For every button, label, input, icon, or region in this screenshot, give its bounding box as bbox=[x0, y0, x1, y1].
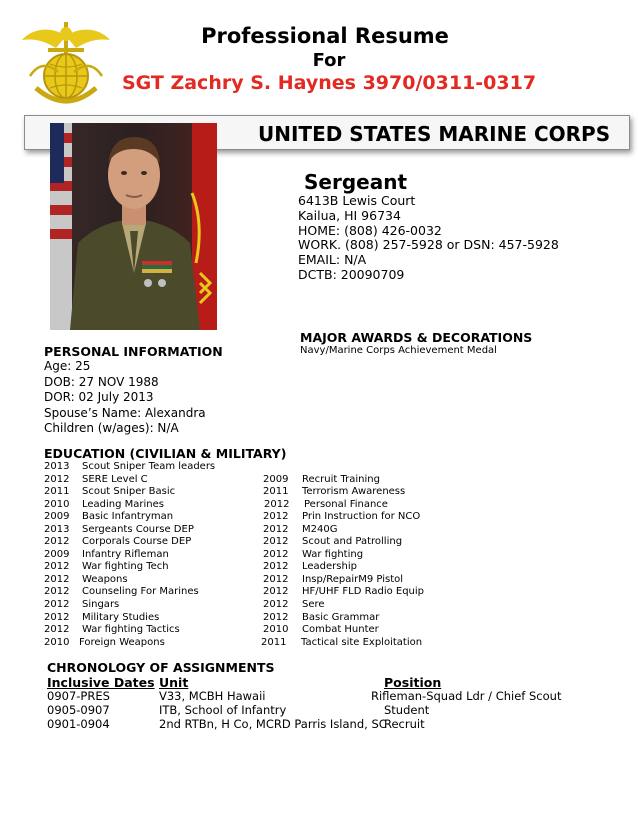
list-item bbox=[44, 486, 264, 499]
course-year: 2012 bbox=[44, 473, 70, 485]
course-year: 2012 bbox=[263, 536, 289, 548]
list-item bbox=[44, 612, 264, 625]
course-name: Recruit Training bbox=[302, 473, 380, 485]
contact-city: Kailua, HI 96734 bbox=[298, 207, 401, 223]
course-name: Singars bbox=[82, 599, 120, 611]
awards-heading: MAJOR AWARDS & DECORATIONS bbox=[300, 330, 533, 345]
course-name: Scout Sniper Basic bbox=[82, 486, 176, 498]
course-year: 2012 bbox=[263, 511, 289, 523]
course-year: 2010 bbox=[44, 498, 70, 510]
personal-heading: PERSONAL INFORMATION bbox=[44, 344, 223, 359]
course-name: Weapons bbox=[82, 573, 128, 585]
course-year: 2012 bbox=[44, 536, 70, 548]
personal-dob: DOB: 27 NOV 1988 bbox=[44, 374, 159, 389]
assignment-dates: 0901-0904 bbox=[47, 717, 110, 731]
personal-info bbox=[44, 359, 206, 437]
list-item bbox=[44, 549, 264, 562]
contact-dctb: DCTB: 20090709 bbox=[298, 266, 405, 282]
marine-portrait-photo bbox=[50, 123, 217, 330]
course-name: Corporals Course DEP bbox=[82, 536, 192, 548]
course-name: War fighting Tech bbox=[82, 561, 169, 573]
contact-home-phone: HOME: (808) 426-0032 bbox=[298, 222, 442, 238]
column-header-dates: Inclusive Dates bbox=[47, 675, 155, 690]
course-year: 2012 bbox=[263, 573, 289, 585]
course-year: 2012 bbox=[263, 598, 289, 610]
contact-work-phone: WORK. (808) 257-5928 or DSN: 457-5928 bbox=[298, 237, 559, 253]
assignment-position: Rifleman-Squad Ldr / Chief Scout bbox=[371, 689, 562, 703]
list-item bbox=[263, 637, 463, 650]
banner-title: UNITED STATES MARINE CORPS bbox=[258, 122, 611, 146]
list-item bbox=[263, 549, 463, 562]
list-item bbox=[44, 574, 264, 587]
course-name: Military Studies bbox=[82, 611, 160, 623]
list-item bbox=[263, 524, 463, 537]
course-year: 2012 bbox=[44, 624, 70, 636]
course-year: 2009 bbox=[263, 473, 289, 485]
course-year: 2012 bbox=[263, 586, 289, 598]
column-header-position: Position bbox=[384, 675, 442, 690]
list-item bbox=[263, 574, 463, 587]
course-year: 2012 bbox=[44, 611, 70, 623]
course-year: 2010 bbox=[44, 636, 70, 648]
course-name: War fighting bbox=[302, 548, 364, 560]
course-year: 2009 bbox=[44, 548, 70, 560]
course-year: 2012 bbox=[264, 498, 290, 510]
course-year: 2012 bbox=[44, 599, 70, 611]
assignment-position: Recruit bbox=[384, 717, 425, 731]
course-name: Prin Instruction for NCO bbox=[302, 511, 421, 523]
list-item bbox=[263, 586, 463, 599]
chronology-heading: CHRONOLOGY OF ASSIGNMENTS bbox=[47, 660, 275, 675]
course-name: War fighting Tactics bbox=[82, 624, 180, 636]
contact-email: EMAIL: N/A bbox=[298, 252, 367, 268]
course-name: Leading Marines bbox=[82, 498, 165, 510]
course-name: SERE Level C bbox=[82, 473, 148, 485]
education-heading: EDUCATION (CIVILIAN & MILITARY) bbox=[44, 446, 287, 461]
list-item bbox=[44, 637, 264, 650]
course-year: 2013 bbox=[44, 523, 70, 535]
assignment-unit: V33, MCBH Hawaii bbox=[159, 689, 266, 703]
list-item bbox=[44, 561, 264, 574]
list-item bbox=[263, 536, 463, 549]
course-year: 2009 bbox=[44, 511, 70, 523]
course-year: 2012 bbox=[263, 561, 289, 573]
resume-title: Professional Resume bbox=[201, 24, 449, 48]
list-item bbox=[44, 499, 264, 512]
assignment-dates: 0905-0907 bbox=[47, 703, 110, 717]
list-item bbox=[44, 599, 264, 612]
course-name: Infantry Rifleman bbox=[82, 548, 169, 560]
course-name: Personal Finance bbox=[304, 498, 388, 510]
course-name: Sergeants Course DEP bbox=[82, 523, 194, 535]
rank-title: Sergeant bbox=[304, 170, 408, 194]
assignment-dates: 0907-PRES bbox=[47, 689, 110, 703]
award-item: Navy/Marine Corps Achievement Medal bbox=[300, 345, 497, 356]
course-name: Foreign Weapons bbox=[79, 636, 165, 648]
course-year: 2012 bbox=[44, 586, 70, 598]
contact-block bbox=[298, 194, 559, 283]
personal-dor: DOR: 02 July 2013 bbox=[44, 390, 154, 404]
resume-name: SGT Zachry S. Haynes 3970/0311-0317 bbox=[121, 72, 537, 94]
list-item bbox=[263, 599, 463, 612]
list-item bbox=[44, 586, 264, 599]
list-item bbox=[44, 536, 264, 549]
course-year: 2011 bbox=[44, 486, 70, 498]
list-item bbox=[44, 511, 264, 524]
course-name: Counseling For Marines bbox=[82, 586, 199, 598]
course-name: Scout and Patrolling bbox=[302, 536, 403, 548]
list-item bbox=[263, 624, 463, 637]
course-year: 2011 bbox=[263, 486, 289, 498]
course-year: 2013 bbox=[44, 461, 70, 472]
personal-children: Children (w/ages): N/A bbox=[44, 421, 179, 435]
list-item bbox=[263, 474, 463, 487]
assignment-position: Student bbox=[384, 703, 430, 717]
personal-spouse: Spouse’s Name: Alexandra bbox=[44, 405, 206, 420]
course-year: 2010 bbox=[263, 624, 289, 636]
assignment-unit: 2nd RTBn, H Co, MCRD Parris Island, SC bbox=[159, 717, 387, 731]
contact-street: 6413B Lewis Court bbox=[298, 193, 416, 208]
course-year: 2011 bbox=[261, 636, 287, 648]
course-name: Sere bbox=[302, 598, 325, 610]
list-item bbox=[263, 561, 463, 574]
education-list-left bbox=[44, 461, 264, 649]
education-list-right bbox=[263, 474, 463, 650]
list-item bbox=[263, 612, 463, 625]
list-item bbox=[44, 624, 264, 637]
course-year: 2012 bbox=[263, 548, 289, 560]
list-item bbox=[263, 486, 463, 499]
course-name: HF/UHF FLD Radio Equip bbox=[302, 586, 425, 598]
list-item bbox=[44, 461, 264, 474]
list-item bbox=[44, 524, 264, 537]
course-name: Insp/RepairM9 Pistol bbox=[302, 573, 404, 585]
course-name: Leadership bbox=[302, 561, 357, 573]
course-name: Combat Hunter bbox=[302, 624, 379, 636]
course-name: M240G bbox=[302, 523, 338, 535]
list-item bbox=[44, 474, 264, 487]
course-name: Basic Grammar bbox=[302, 611, 380, 623]
list-item bbox=[263, 511, 463, 524]
course-name: Scout Sniper Team leaders bbox=[82, 461, 216, 472]
course-name: Basic Infantryman bbox=[82, 511, 174, 523]
course-year: 2012 bbox=[44, 561, 70, 573]
course-year: 2012 bbox=[263, 523, 289, 535]
column-header-unit: Unit bbox=[159, 675, 189, 690]
course-name: Terrorism Awareness bbox=[302, 486, 406, 498]
course-year: 2012 bbox=[263, 611, 289, 623]
course-year: 2012 bbox=[44, 573, 70, 585]
resume-for: For bbox=[312, 50, 346, 71]
assignment-unit: ITB, School of Infantry bbox=[159, 703, 287, 717]
personal-age: Age: 25 bbox=[44, 359, 91, 373]
list-item bbox=[263, 499, 463, 512]
course-name: Tactical site Exploitation bbox=[301, 636, 423, 648]
